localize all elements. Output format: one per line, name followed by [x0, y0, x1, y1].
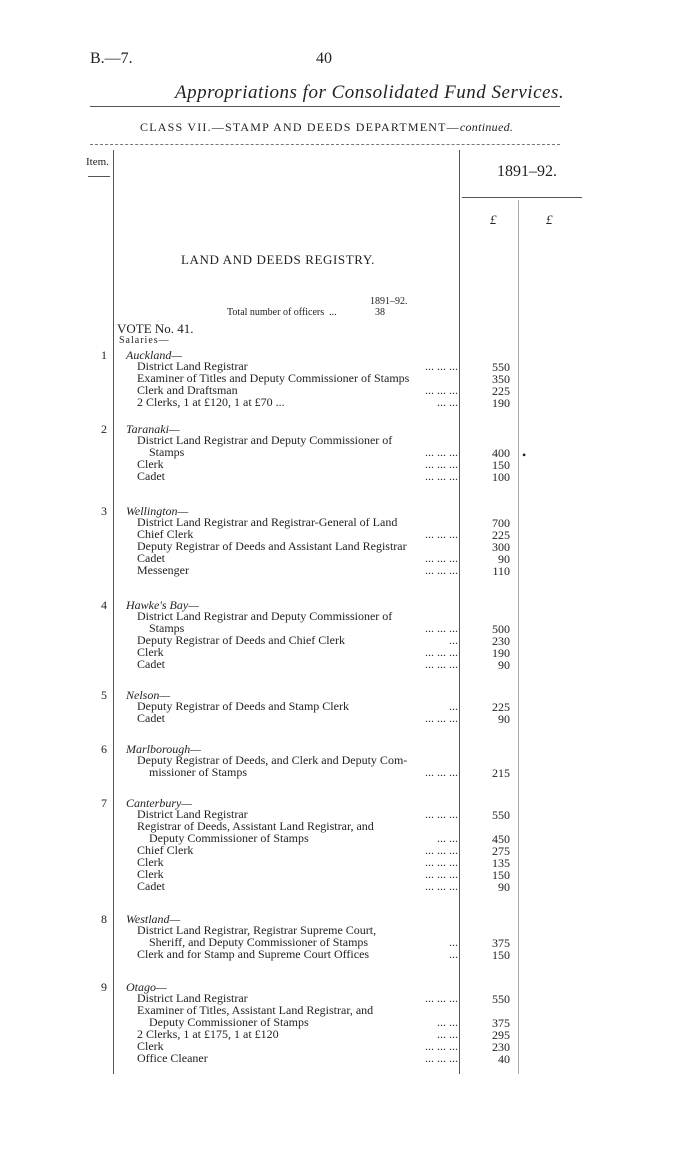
- leader-dots: ... ... ...: [425, 457, 458, 471]
- position-title: Deputy Commissioner of Stamps: [149, 1015, 309, 1029]
- leader-dots: ... ... ...: [425, 445, 458, 459]
- position-title: Clerk: [137, 645, 164, 659]
- salary-amount: 550: [492, 992, 510, 1006]
- position-title: missioner of Stamps: [149, 765, 247, 779]
- region-heading: Taranaki—: [126, 422, 180, 436]
- salary-amount: 225: [492, 384, 510, 398]
- salary-amount: 40: [498, 1052, 510, 1066]
- position-title: Chief Clerk: [137, 843, 194, 857]
- position-title: Clerk and for Stamp and Supreme Court Offices: [137, 947, 370, 961]
- salary-line: [137, 634, 458, 646]
- salary-amount: 150: [492, 948, 510, 962]
- salary-amount: 150: [492, 458, 510, 472]
- position-title: Deputy Registrar of Deeds and Stamp Clerk: [137, 699, 349, 713]
- salary-amount: 375: [492, 1016, 510, 1030]
- salary-line: [137, 396, 458, 408]
- salary-amount: 150: [492, 868, 510, 882]
- salary-amount: 90: [498, 712, 510, 726]
- year-column-header: 1891–92.: [497, 163, 557, 180]
- amount-column-divider: [518, 200, 519, 1074]
- item-number: 1: [101, 348, 107, 362]
- position-title: Clerk: [137, 867, 164, 881]
- position-title: Examiner of Titles, Assistant Land Registrar, and: [137, 1003, 374, 1017]
- leader-dots: ... ...: [437, 1015, 458, 1029]
- leader-dots: ... ... ...: [425, 469, 458, 483]
- position-title: Cadet: [137, 551, 165, 565]
- region-heading: Wellington—: [126, 504, 189, 518]
- year-header-underline: [462, 197, 582, 198]
- officers-count-dots: ...: [329, 307, 337, 318]
- leader-dots: ... ... ...: [425, 563, 458, 577]
- salary-amount: 230: [492, 634, 510, 648]
- position-title: Cadet: [137, 879, 165, 893]
- officers-count: 38: [375, 307, 385, 318]
- salary-amount: 135: [492, 856, 510, 870]
- salary-line: [137, 434, 458, 446]
- item-number: 9: [101, 980, 107, 994]
- salary-amount: 100: [492, 470, 510, 484]
- salary-amount: 90: [498, 880, 510, 894]
- position-title: 2 Clerks, 1 at £175, 1 at £120: [137, 1027, 279, 1041]
- position-title: District Land Registrar and Registrar-General of Land: [137, 515, 398, 529]
- salary-line: [149, 446, 458, 458]
- leader-dots: ... ... ...: [425, 711, 458, 725]
- officers-count-label: Total number of officers ...: [227, 307, 337, 318]
- salary-amount: 190: [492, 646, 510, 660]
- region-heading: Canterbury—: [126, 796, 192, 810]
- salary-amount: 450: [492, 832, 510, 846]
- salary-amount: 550: [492, 360, 510, 374]
- position-title: District Land Registrar: [137, 991, 248, 1005]
- leader-dots: ...: [449, 633, 458, 647]
- leader-dots: ... ... ...: [425, 807, 458, 821]
- salary-line: [137, 844, 458, 856]
- subtitle-rule: [90, 144, 560, 145]
- salary-amount: 350: [492, 372, 510, 386]
- salary-amount: 300: [492, 540, 510, 554]
- position-title: Clerk: [137, 855, 164, 869]
- item-header-underline: [88, 176, 110, 177]
- pound-header-2: £: [546, 212, 553, 227]
- position-title: Clerk: [137, 457, 164, 471]
- salary-amount: 215: [492, 766, 510, 780]
- leader-dots: ... ...: [437, 1027, 458, 1041]
- leader-dots: ... ... ...: [425, 621, 458, 635]
- salary-line: [149, 832, 458, 844]
- salary-line: [137, 712, 458, 724]
- leader-dots: ... ... ...: [425, 765, 458, 779]
- position-title: Deputy Registrar of Deeds and Assistant Land Registrar: [137, 539, 407, 553]
- salaries-heading: Salaries—: [119, 335, 170, 346]
- position-title: Clerk and Draftsman: [137, 383, 238, 397]
- leader-dots: ... ... ...: [425, 1051, 458, 1065]
- position-title: Examiner of Titles and Deputy Commissioner of Stamps: [137, 371, 410, 385]
- position-title: Cadet: [137, 469, 165, 483]
- salary-line: [137, 564, 458, 576]
- page-number: 40: [316, 50, 332, 67]
- vote-number: VOTE No. 41.: [117, 321, 194, 336]
- item-number: 3: [101, 504, 107, 518]
- class-subtitle: CLASS VII.—STAMP AND DEEDS DEPARTMENT—continued.: [140, 120, 514, 134]
- leader-dots: ... ... ...: [425, 645, 458, 659]
- salary-amount: 225: [492, 528, 510, 542]
- salary-line: [137, 1028, 458, 1040]
- leader-dots: ... ... ...: [425, 991, 458, 1005]
- salary-amount: 190: [492, 396, 510, 410]
- salary-amount: 400: [492, 446, 510, 460]
- item-number: 6: [101, 742, 107, 756]
- salary-line: [137, 610, 458, 622]
- leader-dots: ... ... ...: [425, 843, 458, 857]
- officers-year: 1891–92.: [370, 296, 408, 307]
- salary-line: [137, 458, 458, 470]
- stray-mark: •: [522, 448, 527, 462]
- position-title: Clerk: [137, 1039, 164, 1053]
- leader-dots: ... ...: [437, 395, 458, 409]
- region-heading: Marlborough—: [126, 742, 201, 756]
- position-title: Cadet: [137, 711, 165, 725]
- salary-amount: 110: [492, 564, 510, 578]
- item-column-divider: [113, 150, 114, 1074]
- salary-amount: 90: [498, 658, 510, 672]
- leader-dots: ... ...: [437, 831, 458, 845]
- document-reference: B.—7.: [90, 50, 133, 67]
- position-title: District Land Registrar and Deputy Commissioner of: [137, 609, 393, 623]
- position-title: Stamps: [149, 621, 185, 635]
- salary-line: [137, 1052, 458, 1064]
- position-title: District Land Registrar: [137, 807, 248, 821]
- region-heading: Hawke's Bay—: [126, 598, 199, 612]
- position-title: Chief Clerk: [137, 527, 194, 541]
- position-title: 2 Clerks, 1 at £120, 1 at £70 ...: [137, 395, 285, 409]
- leader-dots: ... ... ...: [425, 657, 458, 671]
- subtitle-continued: continued.: [459, 120, 514, 134]
- page-title: Appropriations for Consolidated Fund Services.: [175, 82, 565, 103]
- salary-line: [137, 540, 458, 552]
- region-heading: Auckland—: [126, 348, 182, 362]
- region-heading: Nelson—: [126, 688, 171, 702]
- salary-amount: 375: [492, 936, 510, 950]
- item-column-header: Item.: [86, 156, 109, 168]
- salary-amount: 700: [492, 516, 510, 530]
- leader-dots: ... ... ...: [425, 383, 458, 397]
- salary-line: [137, 646, 458, 658]
- item-number: 5: [101, 688, 107, 702]
- position-title: Office Cleaner: [137, 1051, 208, 1065]
- position-title: Stamps: [149, 445, 185, 459]
- salary-line: [137, 948, 458, 960]
- salary-amount: 90: [498, 552, 510, 566]
- leader-dots: ...: [449, 947, 458, 961]
- item-number: 2: [101, 422, 107, 436]
- leader-dots: ... ... ...: [425, 879, 458, 893]
- salary-amount: 500: [492, 622, 510, 636]
- description-column-divider: [459, 150, 460, 1074]
- item-number: 4: [101, 598, 107, 612]
- position-title: Cadet: [137, 657, 165, 671]
- salary-line: [149, 766, 458, 778]
- pound-header-1: £: [490, 212, 497, 227]
- position-title: Sheriff, and Deputy Commissioner of Stamps: [149, 935, 369, 949]
- position-title: District Land Registrar and Deputy Commissioner of: [137, 433, 393, 447]
- leader-dots: ... ... ...: [425, 1039, 458, 1053]
- leader-dots: ... ... ...: [425, 359, 458, 373]
- position-title: Messenger: [137, 563, 189, 577]
- salary-line: [137, 658, 458, 670]
- section-title: LAND AND DEEDS REGISTRY.: [181, 252, 376, 267]
- leader-dots: ... ... ...: [425, 867, 458, 881]
- position-title: Deputy Commissioner of Stamps: [149, 831, 309, 845]
- salary-line: [137, 868, 458, 880]
- item-number: 8: [101, 912, 107, 926]
- region-heading: Otago—: [126, 980, 167, 994]
- region-heading: Westland—: [126, 912, 181, 926]
- leader-dots: ...: [449, 935, 458, 949]
- salary-line: [137, 856, 458, 868]
- salary-line: [137, 470, 458, 482]
- position-title: District Land Registrar, Registrar Supreme Court,: [137, 923, 377, 937]
- position-title: District Land Registrar: [137, 359, 248, 373]
- salary-amount: 295: [492, 1028, 510, 1042]
- salary-amount: 225: [492, 700, 510, 714]
- item-number: 7: [101, 796, 107, 810]
- salary-amount: 230: [492, 1040, 510, 1054]
- leader-dots: ...: [449, 699, 458, 713]
- salary-line: [137, 700, 458, 712]
- position-title: Deputy Registrar of Deeds, and Clerk and Deputy Com-: [137, 753, 408, 767]
- salary-amount: 275: [492, 844, 510, 858]
- leader-dots: ... ... ...: [425, 527, 458, 541]
- salary-amount: 550: [492, 808, 510, 822]
- position-title: Deputy Registrar of Deeds and Chief Clerk: [137, 633, 345, 647]
- leader-dots: ... ... ...: [425, 855, 458, 869]
- position-title: Registrar of Deeds, Assistant Land Registrar, and: [137, 819, 374, 833]
- salary-line: [137, 880, 458, 892]
- title-rule: [90, 106, 560, 107]
- leader-dots: ... ... ...: [425, 551, 458, 565]
